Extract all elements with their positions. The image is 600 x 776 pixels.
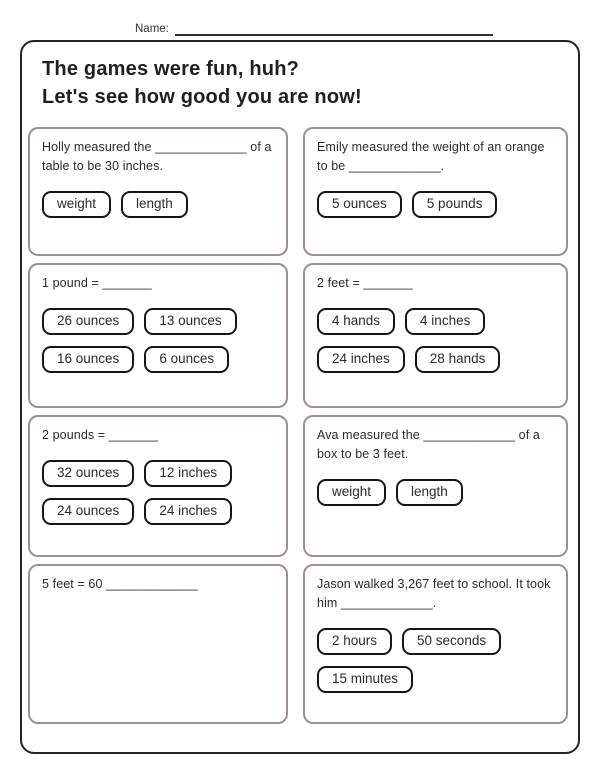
title-line-2: Let's see how good you are now!	[42, 86, 362, 108]
question-card-6	[303, 415, 568, 557]
option-pill[interactable]: 4 hands	[317, 308, 395, 335]
question-card-7	[28, 564, 288, 724]
name-blank-line	[175, 20, 493, 36]
option-pill[interactable]: 24 inches	[317, 346, 405, 373]
option-pill[interactable]: 50 seconds	[402, 628, 501, 655]
option-pill[interactable]: weight	[317, 479, 386, 506]
question-text: Jason walked 3,267 feet to school. It took him _____________.	[317, 577, 551, 610]
question-text: 1 pound = _______	[42, 276, 152, 290]
option-pill[interactable]: 16 ounces	[42, 346, 134, 373]
option-row	[317, 628, 554, 693]
page-title	[22, 42, 578, 111]
option-pill[interactable]: 6 ounces	[144, 346, 229, 373]
title-line-1: The games were fun, huh?	[42, 58, 300, 80]
question-card-2	[303, 127, 568, 256]
question-text: 5 feet = 60 _____________	[42, 577, 198, 591]
question-card-1	[28, 127, 288, 256]
question-text: Emily measured the weight of an orange to be _____________.	[317, 140, 545, 173]
option-pill[interactable]: 2 hours	[317, 628, 392, 655]
option-pill[interactable]: 24 ounces	[42, 498, 134, 525]
option-row	[42, 460, 274, 525]
option-pill[interactable]: 26 ounces	[42, 308, 134, 335]
option-row	[317, 191, 554, 218]
question-card-8	[303, 564, 568, 724]
name-label: Name:	[135, 23, 169, 35]
option-row	[42, 308, 274, 373]
worksheet-frame	[20, 40, 580, 754]
option-pill[interactable]: 5 ounces	[317, 191, 402, 218]
option-pill[interactable]: 12 inches	[144, 460, 232, 487]
option-pill[interactable]: 24 inches	[144, 498, 232, 525]
question-card-5	[28, 415, 288, 557]
option-pill[interactable]: 15 minutes	[317, 666, 413, 693]
option-pill[interactable]: 32 ounces	[42, 460, 134, 487]
option-pill[interactable]: 5 pounds	[412, 191, 498, 218]
option-pill[interactable]: length	[396, 479, 463, 506]
option-pill[interactable]: weight	[42, 191, 111, 218]
question-text: Ava measured the _____________ of a box to be 3 feet.	[317, 428, 540, 461]
question-card-4	[303, 263, 568, 408]
option-row	[317, 308, 554, 373]
name-row	[135, 20, 493, 36]
option-row	[42, 191, 274, 218]
option-pill[interactable]: length	[121, 191, 188, 218]
option-pill[interactable]: 28 hands	[415, 346, 501, 373]
question-grid	[28, 127, 569, 724]
option-pill[interactable]: 4 inches	[405, 308, 485, 335]
question-card-3	[28, 263, 288, 408]
question-text: Holly measured the _____________ of a table to be 30 inches.	[42, 140, 272, 173]
option-row	[317, 479, 554, 506]
question-text: 2 feet = _______	[317, 276, 413, 290]
question-text: 2 pounds = _______	[42, 428, 159, 442]
option-pill[interactable]: 13 ounces	[144, 308, 236, 335]
